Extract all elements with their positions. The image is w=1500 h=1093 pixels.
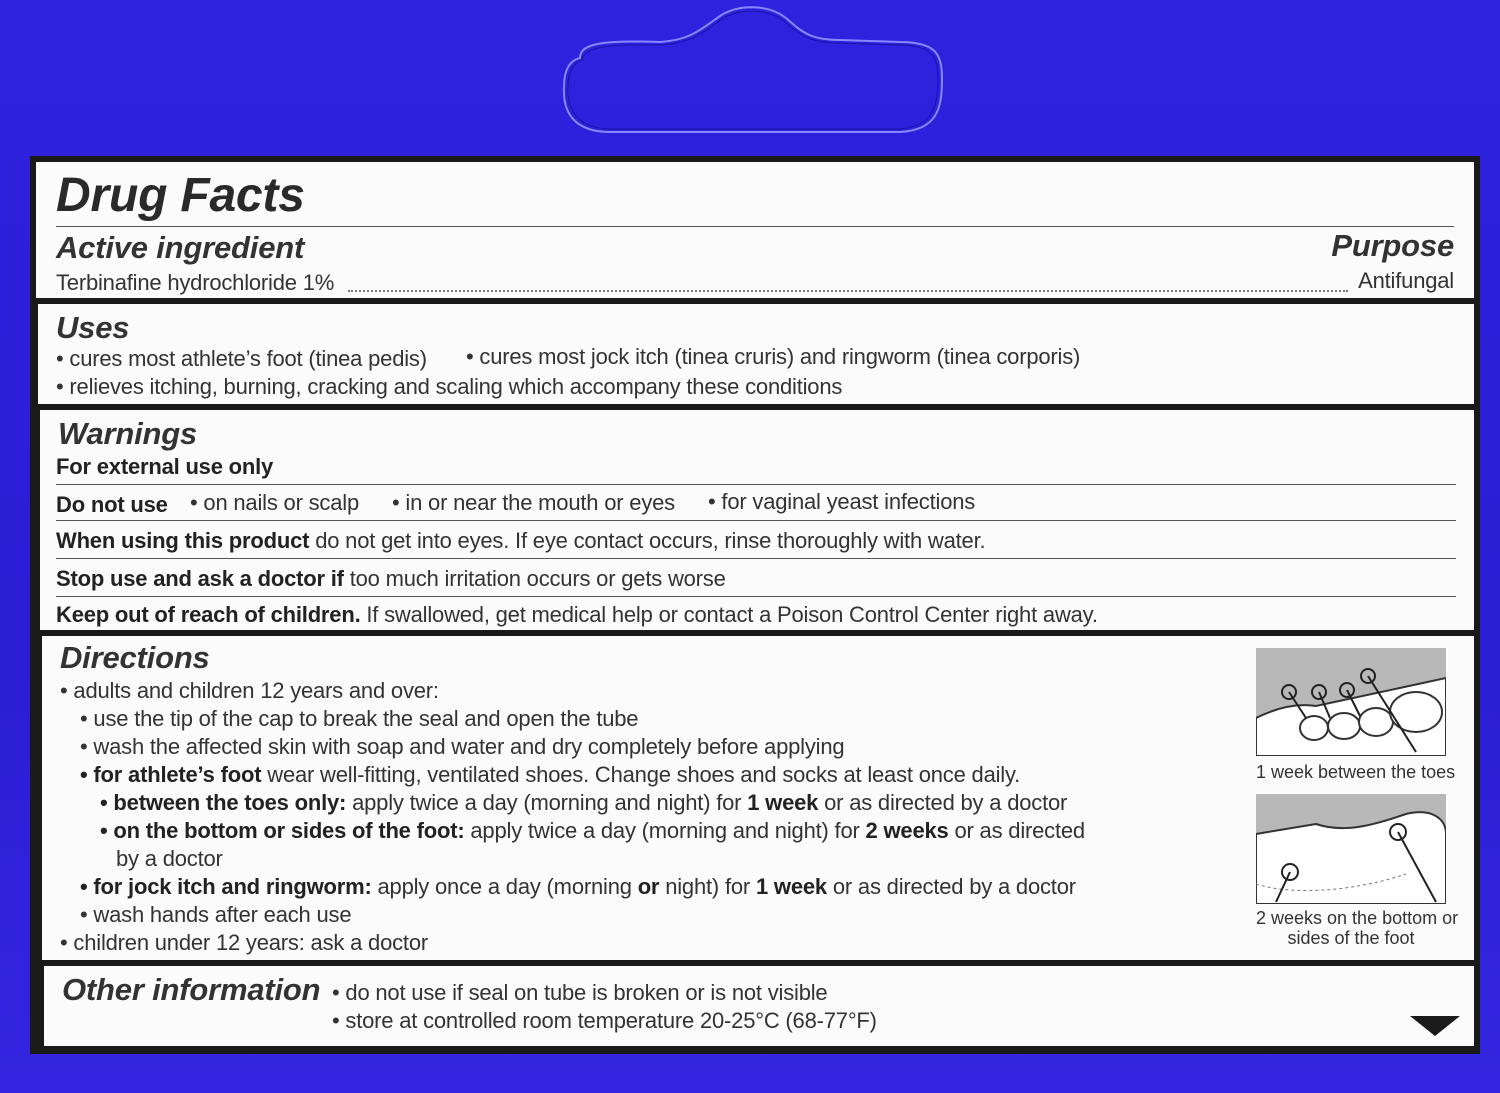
- between-toes-duration: 1 week: [747, 790, 819, 815]
- directions-line: • children under 12 years: ask a doctor: [60, 930, 428, 955]
- directions-line: • wash the affected skin with soap and water and dry completely before applying: [80, 734, 845, 759]
- ingredient-name: Terbinafine hydrochloride 1%: [56, 270, 335, 295]
- jock-itch-duration: 1 week: [755, 874, 827, 899]
- purpose-heading: Purpose: [1331, 228, 1454, 263]
- foot-caption-1: 2 weeks on the bottom or: [1256, 908, 1459, 928]
- directions-line: [80, 874, 1076, 900]
- active-ingredient-panel: [36, 162, 1474, 298]
- other-item: • do not use if seal on tube is broken or is not visible: [332, 980, 828, 1005]
- when-using-label: When using this product: [56, 528, 310, 553]
- foot-illustration: [1256, 794, 1446, 904]
- do-not-use-item: • for vaginal yeast infections: [708, 489, 976, 514]
- directions-heading: Directions: [60, 640, 210, 675]
- bottom-sides-text: apply twice a day (morning and night) for: [464, 818, 866, 843]
- stop-use-label: Stop use and ask a doctor if: [56, 566, 344, 591]
- other-item: • store at controlled room temperature 20-25°C (68-77°F): [332, 1008, 877, 1033]
- uses-panel: [38, 304, 1474, 404]
- between-toes-text: apply twice a day (morning and night) for: [346, 790, 748, 815]
- do-not-use-item: • on nails or scalp: [190, 490, 359, 515]
- directions-line: [100, 790, 1067, 816]
- uses-heading: Uses: [56, 310, 130, 345]
- drug-facts-title: Drug Facts: [56, 169, 305, 222]
- keep-out-text: If swallowed, get medical help or contact a Poison Control Center right away.: [360, 602, 1098, 627]
- warnings-divider: [56, 558, 1456, 559]
- bottom-sides-label: • on the bottom or sides of the foot:: [100, 818, 465, 843]
- stop-use-text: too much irritation occurs or gets worse: [343, 566, 726, 591]
- jock-itch-text-end: or as directed by a doctor: [826, 874, 1076, 899]
- when-using-text: do not get into eyes. If eye contact occurs, rinse thoroughly with water.: [309, 528, 986, 553]
- warnings-divider: [56, 484, 1456, 485]
- do-not-use-label: Do not use: [56, 492, 168, 517]
- purpose-value: Antifungal: [1358, 268, 1454, 293]
- athletes-foot-text: wear well-fitting, ventilated shoes. Change shoes and socks at least once daily.: [261, 762, 1021, 787]
- directions-panel: [42, 636, 1474, 960]
- foot-caption-2: sides of the foot: [1287, 928, 1415, 948]
- keep-out-label: Keep out of reach of children.: [56, 602, 361, 627]
- active-ingredient-heading: Active ingredient: [56, 230, 305, 265]
- drug-facts-label: [30, 156, 1480, 1054]
- directions-line: • use the tip of the cap to break the seal and open the tube: [80, 706, 639, 731]
- bottom-sides-text-end: or as directed: [948, 818, 1085, 843]
- keep-out-line: [56, 602, 1098, 628]
- directions-line: [100, 818, 1085, 844]
- warnings-heading: Warnings: [58, 416, 198, 451]
- warnings-divider: [56, 596, 1456, 597]
- external-use-text: For external use only: [56, 454, 274, 479]
- directions-line: [80, 762, 1020, 788]
- dot-leader: [348, 290, 1348, 292]
- warnings-divider: [56, 520, 1456, 521]
- bottom-sides-duration: 2 weeks: [865, 818, 949, 843]
- toes-illustration: [1256, 648, 1446, 756]
- uses-item: • relieves itching, burning, cracking and scaling which accompany these conditions: [56, 374, 843, 399]
- jock-itch-or: or: [637, 874, 660, 899]
- uses-item: • cures most jock itch (tinea cruris) and ringworm (tinea corporis): [466, 344, 1081, 369]
- stop-use-line: [56, 566, 726, 592]
- when-using-line: [56, 528, 985, 554]
- toes-caption: 1 week between the toes: [1256, 762, 1456, 782]
- directions-line: by a doctor: [116, 846, 223, 871]
- between-toes-label: • between the toes only:: [100, 790, 347, 815]
- jock-itch-text: apply once a day (morning: [371, 874, 638, 899]
- athletes-foot-label: • for athlete’s foot: [80, 762, 262, 787]
- directions-line: • adults and children 12 years and over:: [60, 678, 439, 703]
- warnings-panel: [40, 410, 1474, 630]
- other-information-panel: [44, 966, 1474, 1046]
- jock-itch-text-2: night) for: [659, 874, 756, 899]
- do-not-use-item: • in or near the mouth or eyes: [392, 490, 675, 515]
- continue-arrow-icon: [1410, 1016, 1460, 1038]
- hang-hole: [540, 0, 960, 150]
- directions-line: • wash hands after each use: [80, 902, 352, 927]
- title-divider: [56, 226, 1454, 227]
- other-information-heading: Other information: [62, 972, 321, 1007]
- between-toes-text-end: or as directed by a doctor: [818, 790, 1068, 815]
- jock-itch-label: • for jock itch and ringworm:: [80, 874, 372, 899]
- uses-item: • cures most athlete’s foot (tinea pedis): [56, 346, 427, 371]
